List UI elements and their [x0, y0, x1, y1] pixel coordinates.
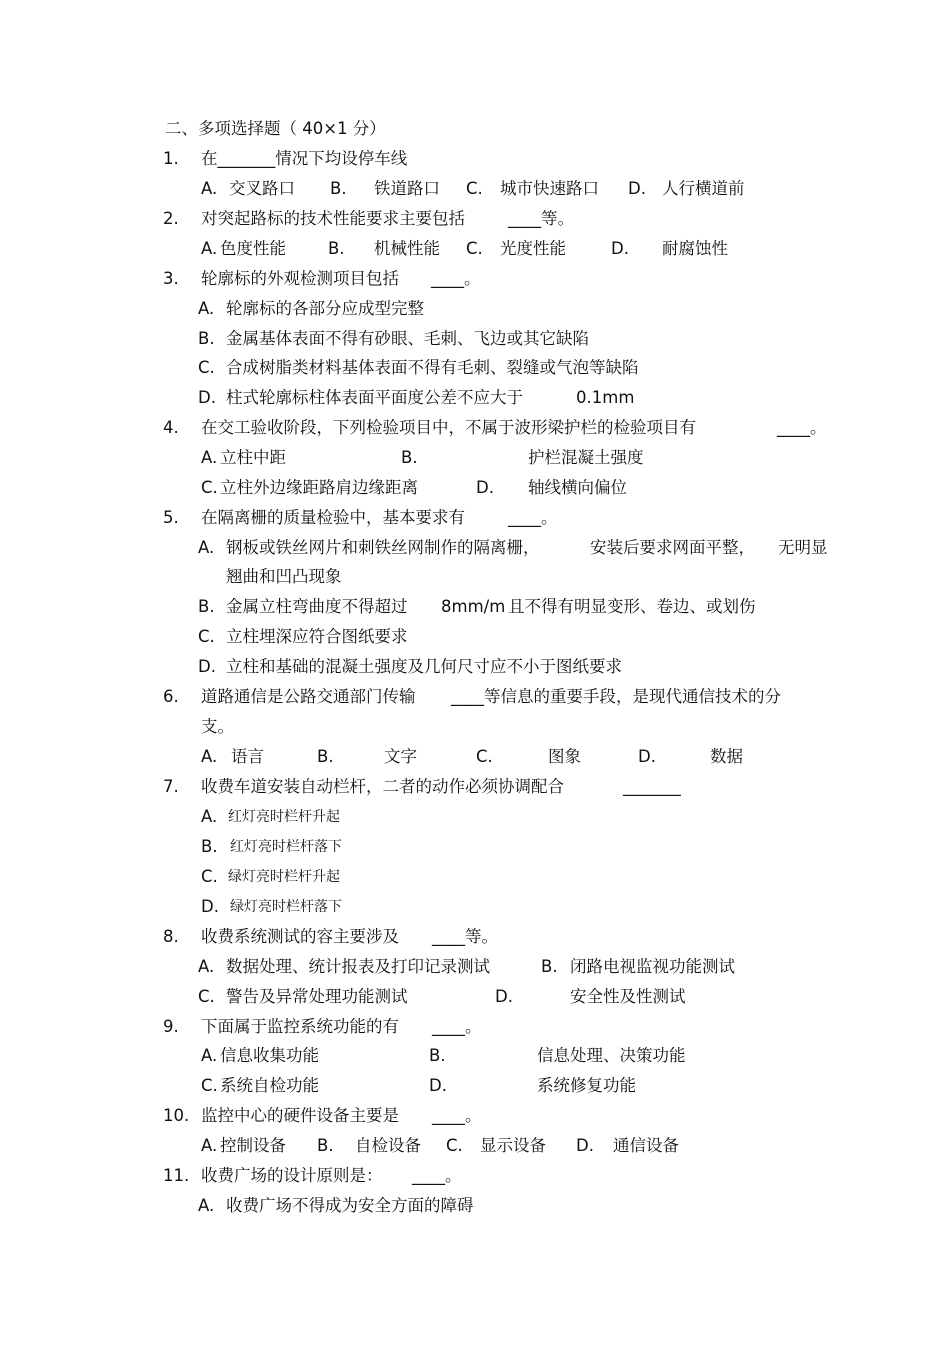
option-letter: D. — [576, 1136, 594, 1155]
option-text: 闭路电视监视功能测试 — [570, 957, 735, 976]
question-number: 3. — [163, 269, 179, 288]
option-letter: D. — [638, 747, 656, 766]
option-text-cont: 翘曲和凹凸现象 — [226, 567, 342, 586]
option-text-end: 无明显 — [778, 538, 828, 557]
option-letter: D. — [201, 897, 219, 916]
option-letter: C. — [476, 747, 493, 766]
section-title: 二、多项选择题（ 40×1 分） — [165, 119, 386, 138]
option-letter: C. — [201, 1076, 218, 1095]
option-text: 绿灯亮时栏杆落下 — [230, 899, 342, 915]
option-text: 信息处理、决策功能 — [537, 1046, 686, 1065]
option-text: 警告及异常处理功能测试 — [226, 987, 408, 1006]
question-stem: 轮廓标的外观检测项目包括 — [201, 269, 399, 288]
option-letter: D. — [198, 657, 216, 676]
option-text: 柱式轮廓标柱体表面平面度公差不应大于 — [226, 388, 523, 407]
option-letter: B. — [317, 747, 334, 766]
option-letter: C. — [198, 627, 215, 646]
option-text: 立柱外边缘距路肩边缘距离 — [220, 478, 418, 497]
question-blank: ____。 — [432, 1017, 482, 1036]
option-text: 红灯亮时栏杆落下 — [230, 839, 342, 855]
option-text: 收费广场不得成为安全方面的障碍 — [226, 1196, 474, 1215]
question-blank: ____。 — [432, 1106, 482, 1125]
option-letter: C. — [201, 478, 218, 497]
option-letter: B. — [330, 179, 347, 198]
option-letter: D. — [611, 239, 629, 258]
question-number: 7. — [163, 777, 179, 796]
question-stem: 下面属于监控系统功能的有 — [201, 1017, 399, 1036]
question-blank: ____等。 — [432, 927, 498, 946]
option-text: 数据 — [710, 747, 743, 766]
question-number: 5. — [163, 508, 179, 527]
option-text: 轴线横向偏位 — [528, 478, 627, 497]
option-text: 语言 — [231, 747, 264, 766]
option-text: 机械性能 — [374, 239, 440, 258]
question-number: 11. — [163, 1166, 190, 1185]
option-text: 信息收集功能 — [220, 1046, 319, 1065]
option-letter: B. — [328, 239, 345, 258]
option-text: 交叉路口 — [229, 179, 295, 198]
option-letter: C. — [201, 867, 218, 886]
option-text: 铁道路口 — [374, 179, 440, 198]
question-stem-cont: 支。 — [201, 717, 234, 736]
option-text: 系统自检功能 — [220, 1076, 319, 1095]
option-text: 城市快速路口 — [500, 179, 599, 198]
option-letter: B. — [317, 1136, 334, 1155]
option-letter: D. — [198, 388, 216, 407]
question-number: 2. — [163, 209, 179, 228]
option-letter: A. — [198, 1196, 215, 1215]
option-text-mid: 安装后要求网面平整， — [590, 538, 755, 557]
option-letter: C. — [446, 1136, 463, 1155]
option-letter: B. — [541, 957, 558, 976]
question-blank: ____。 — [777, 418, 827, 437]
option-text: 安全性及性测试 — [570, 987, 686, 1006]
question-stem: 对突起路标的技术性能要求主要包括 — [201, 209, 465, 228]
option-letter: C. — [466, 239, 483, 258]
option-letter: D. — [628, 179, 646, 198]
option-letter: C. — [198, 987, 215, 1006]
option-letter: A. — [198, 538, 215, 557]
question-number: 10. — [163, 1106, 190, 1125]
option-text: 图象 — [548, 747, 581, 766]
question-blank: _______ — [623, 777, 681, 796]
question-stem: 道路通信是公路交通部门传输 — [201, 687, 416, 706]
option-letter: D. — [495, 987, 513, 1006]
option-text: 系统修复功能 — [537, 1076, 636, 1095]
option-letter: A. — [198, 299, 215, 318]
option-text: 自检设备 — [355, 1136, 421, 1155]
option-letter: B. — [198, 597, 215, 616]
question-stem: 在_______情况下均设停车线 — [201, 149, 408, 168]
option-text-end: 且不得有明显变形、卷边、或划伤 — [508, 597, 756, 616]
option-text: 金属基体表面不得有砂眼、毛刺、飞边或其它缺陷 — [226, 329, 589, 348]
question-stem: 监控中心的硬件设备主要是 — [201, 1106, 399, 1125]
question-blank: ____等信息的重要手段，是现代通信技术的分 — [451, 687, 781, 706]
question-blank: ____等。 — [508, 209, 574, 228]
option-text: 钢板或铁丝网片和刺铁丝网制作的隔离栅， — [226, 538, 540, 557]
question-stem: 收费车道安装自动栏杆，二者的动作必须协调配合 — [201, 777, 564, 796]
option-text: 合成树脂类材料基体表面不得有毛刺、裂缝或气泡等缺陷 — [226, 358, 639, 377]
option-letter: A. — [201, 179, 218, 198]
question-stem: 收费广场的设计原则是： — [201, 1166, 383, 1185]
option-text: 绿灯亮时栏杆升起 — [228, 869, 340, 885]
option-letter: D. — [429, 1076, 447, 1095]
question-number: 1. — [163, 149, 179, 168]
question-blank: ____。 — [508, 508, 558, 527]
option-letter: A. — [201, 448, 218, 467]
option-letter: B. — [401, 448, 418, 467]
question-stem: 收费系统测试的容主要涉及 — [201, 927, 399, 946]
option-value: 0.1mm — [576, 388, 635, 407]
option-text: 色度性能 — [220, 239, 286, 258]
option-text: 通信设备 — [613, 1136, 679, 1155]
option-letter: C. — [466, 179, 483, 198]
question-blank: ____。 — [412, 1166, 462, 1185]
option-letter: A. — [201, 1046, 218, 1065]
question-stem: 在隔离栅的质量检验中，基本要求有 — [201, 508, 465, 527]
option-text: 轮廓标的各部分应成型完整 — [226, 299, 424, 318]
option-text: 立柱和基础的混凝土强度及几何尺寸应不小于图纸要求 — [226, 657, 622, 676]
option-letter: B. — [201, 837, 218, 856]
question-blank: ____。 — [431, 269, 481, 288]
option-text: 耐腐蚀性 — [662, 239, 728, 258]
option-text: 控制设备 — [220, 1136, 286, 1155]
option-letter: B. — [198, 329, 215, 348]
question-number: 8. — [163, 927, 179, 946]
option-letter: B. — [429, 1046, 446, 1065]
option-text: 人行横道前 — [662, 179, 745, 198]
question-number: 9. — [163, 1017, 179, 1036]
question-number: 4. — [163, 418, 179, 437]
option-text: 金属立柱弯曲度不得超过 — [226, 597, 408, 616]
option-letter: A. — [201, 1136, 218, 1155]
option-text: 数据处理、统计报表及打印记录测试 — [226, 957, 490, 976]
option-text: 光度性能 — [500, 239, 566, 258]
option-letter: D. — [476, 478, 494, 497]
option-value: 8mm/m — [441, 597, 506, 616]
question-number: 6. — [163, 687, 179, 706]
option-text: 立柱中距 — [220, 448, 286, 467]
option-letter: C. — [198, 358, 215, 377]
option-letter: A. — [201, 807, 218, 826]
option-letter: A. — [201, 747, 218, 766]
question-stem: 在交工验收阶段，下列检验项目中，不属于波形梁护栏的检验项目有 — [201, 418, 696, 437]
option-text: 护栏混凝土强度 — [528, 448, 644, 467]
option-letter: A. — [198, 957, 215, 976]
option-text: 立柱埋深应符合图纸要求 — [226, 627, 408, 646]
option-text: 红灯亮时栏杆升起 — [228, 809, 340, 825]
option-text: 显示设备 — [480, 1136, 546, 1155]
option-text: 文字 — [384, 747, 417, 766]
option-letter: A. — [201, 239, 218, 258]
